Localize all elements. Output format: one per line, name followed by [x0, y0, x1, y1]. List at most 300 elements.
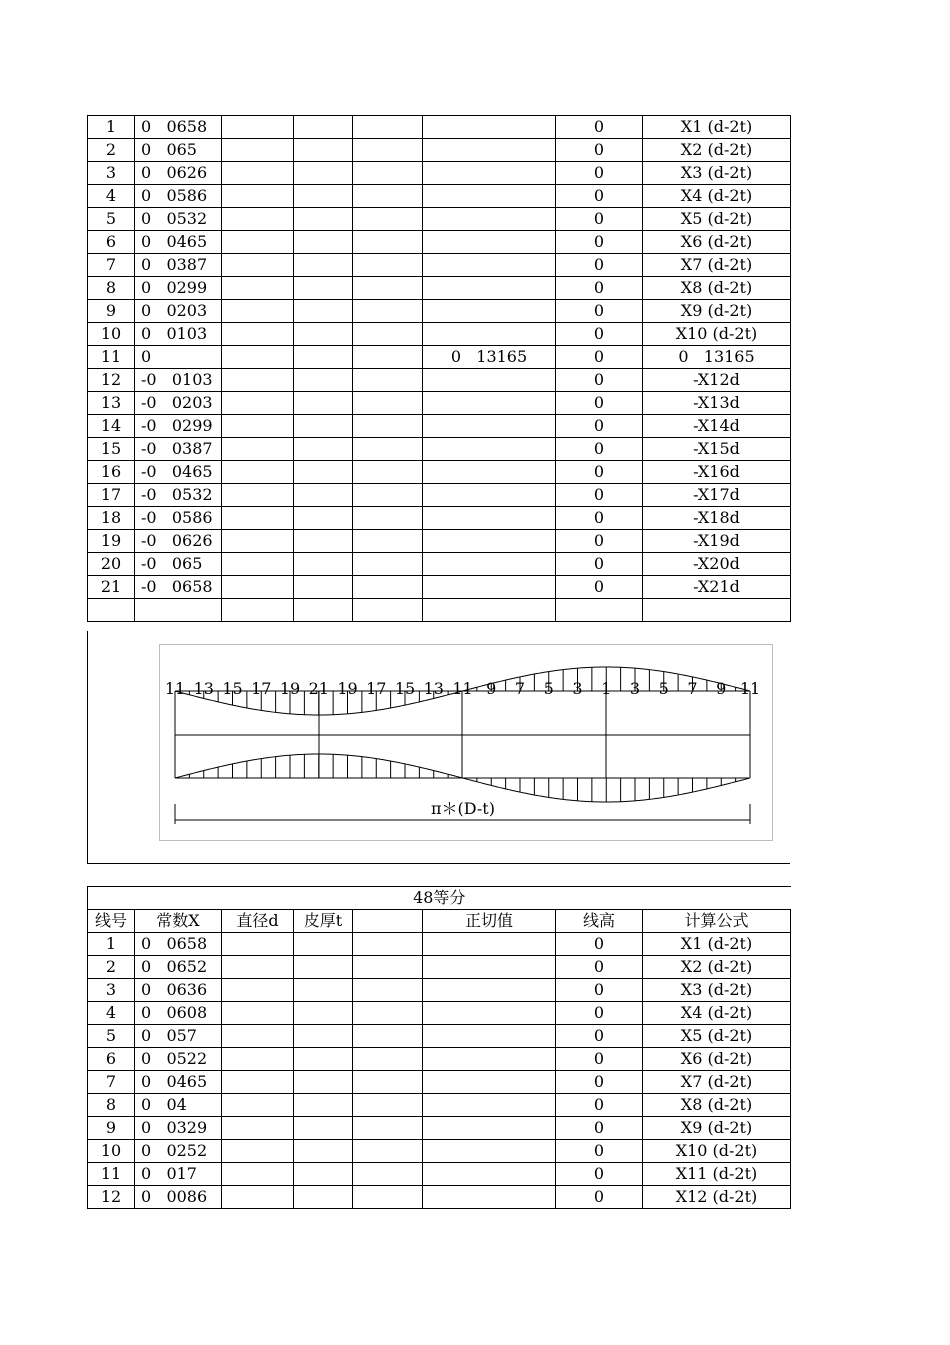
line-number-cell: 5	[88, 208, 135, 231]
table-row	[88, 438, 791, 461]
line-number-label: 7	[514, 679, 526, 698]
constant-x-cell: 0 0299	[135, 277, 222, 300]
blank-cell	[353, 530, 423, 553]
tangent-cell	[423, 933, 556, 956]
header-row	[88, 910, 791, 933]
tangent-cell	[423, 507, 556, 530]
blank-cell	[353, 933, 423, 956]
tangent-cell	[423, 1094, 556, 1117]
line-number-cell: 10	[88, 1140, 135, 1163]
header-f: 计算公式	[643, 910, 791, 933]
blank-cell	[353, 185, 423, 208]
line-number-cell: 3	[88, 979, 135, 1002]
header-n: 线号	[88, 910, 135, 933]
diameter-cell	[222, 300, 294, 323]
line-number-cell: 18	[88, 507, 135, 530]
line-height-cell: 0	[556, 933, 643, 956]
diameter-cell	[222, 956, 294, 979]
line-number-label: 1	[601, 679, 612, 698]
line-height-cell: 0	[556, 139, 643, 162]
line-number-cell: 11	[88, 1163, 135, 1186]
formula-cell: -X20d	[643, 553, 791, 576]
thickness-cell	[294, 576, 353, 599]
diameter-cell	[222, 346, 294, 369]
formula-cell: X1 (d-2t)	[643, 116, 791, 139]
diameter-cell	[222, 392, 294, 415]
constant-x-cell: -0 0387	[135, 438, 222, 461]
line-number-cell: 15	[88, 438, 135, 461]
thickness-cell	[294, 1071, 353, 1094]
line-number-cell: 3	[88, 162, 135, 185]
line-number-cell: 21	[88, 576, 135, 599]
formula-cell: X4 (d-2t)	[643, 185, 791, 208]
tangent-cell	[423, 162, 556, 185]
tangent-cell	[423, 461, 556, 484]
diameter-cell	[222, 1071, 294, 1094]
tangent-cell	[423, 185, 556, 208]
blank-cell	[353, 415, 423, 438]
thickness-cell	[294, 254, 353, 277]
line-number-cell: 6	[88, 231, 135, 254]
constant-x-cell: 0 0636	[135, 979, 222, 1002]
table-row	[88, 254, 791, 277]
formula-cell: X4 (d-2t)	[643, 1002, 791, 1025]
table-row	[88, 300, 791, 323]
thickness-cell	[294, 461, 353, 484]
blank-cell	[353, 461, 423, 484]
line-height-cell: 0	[556, 553, 643, 576]
thickness-cell	[294, 231, 353, 254]
line-number-label: 9	[486, 679, 497, 698]
formula-label: π＊(D-t)	[431, 799, 495, 818]
table-title: 48等分	[88, 887, 791, 910]
thickness-cell	[294, 1048, 353, 1071]
diameter-cell	[222, 185, 294, 208]
blank-cell	[353, 576, 423, 599]
tangent-cell	[423, 1186, 556, 1209]
line-height-cell: 0	[556, 415, 643, 438]
thickness-cell	[294, 346, 353, 369]
diameter-cell	[222, 1117, 294, 1140]
formula-cell: X8 (d-2t)	[643, 1094, 791, 1117]
constant-x-cell: 0 0658	[135, 933, 222, 956]
line-number-label: 11	[164, 679, 186, 698]
line-number-cell: 1	[88, 116, 135, 139]
line-number-label: 11	[452, 679, 473, 698]
line-height-cell: 0	[556, 277, 643, 300]
line-number-cell: 4	[88, 185, 135, 208]
table-row	[88, 415, 791, 438]
empty-cell	[222, 599, 294, 622]
formula-cell: X1 (d-2t)	[643, 933, 791, 956]
constant-x-cell: 0 065	[135, 139, 222, 162]
blank-cell	[353, 1186, 423, 1209]
constant-x-cell: 0 0658	[135, 116, 222, 139]
formula-cell: X7 (d-2t)	[643, 1071, 791, 1094]
formula-cell: -X18d	[643, 507, 791, 530]
thickness-cell	[294, 162, 353, 185]
constant-x-cell: -0 0103	[135, 369, 222, 392]
blank-cell	[353, 231, 423, 254]
blank-cell	[353, 392, 423, 415]
table-row	[88, 208, 791, 231]
table-row	[88, 507, 791, 530]
line-number-label: 19	[337, 679, 358, 698]
line-height-table-48	[87, 886, 791, 1209]
tangent-cell	[423, 1117, 556, 1140]
line-height-cell: 0	[556, 576, 643, 599]
blank-cell	[353, 507, 423, 530]
diameter-cell	[222, 139, 294, 162]
constant-x-cell: -0 0465	[135, 461, 222, 484]
constant-x-cell: -0 0299	[135, 415, 222, 438]
line-number-cell: 14	[88, 415, 135, 438]
header-blank	[353, 910, 423, 933]
line-number-cell: 16	[88, 461, 135, 484]
line-number-label: 19	[279, 679, 301, 698]
constant-x-cell: 0 0086	[135, 1186, 222, 1209]
tangent-cell	[423, 139, 556, 162]
diameter-cell	[222, 323, 294, 346]
header-tan: 正切值	[423, 910, 556, 933]
line-number-cell: 7	[88, 1071, 135, 1094]
blank-cell	[353, 956, 423, 979]
line-height-cell: 0	[556, 461, 643, 484]
table-row-empty	[88, 599, 791, 622]
header-x: 常数X	[135, 910, 222, 933]
header-d: 直径d	[222, 910, 294, 933]
formula-cell: -X14d	[643, 415, 791, 438]
diameter-cell	[222, 1140, 294, 1163]
line-number-label: 3	[629, 679, 641, 698]
blank-cell	[353, 1071, 423, 1094]
formula-cell: X6 (d-2t)	[643, 1048, 791, 1071]
tangent-cell: 0 13165	[423, 346, 556, 369]
thickness-cell	[294, 369, 353, 392]
tangent-cell	[423, 392, 556, 415]
diameter-cell	[222, 231, 294, 254]
formula-cell: 0 13165	[643, 346, 791, 369]
diameter-cell	[222, 277, 294, 300]
line-number-cell: 7	[88, 254, 135, 277]
table-row	[88, 323, 791, 346]
formula-cell: X11 (d-2t)	[643, 1163, 791, 1186]
formula-cell: X8 (d-2t)	[643, 277, 791, 300]
line-number-cell: 2	[88, 139, 135, 162]
thickness-cell	[294, 530, 353, 553]
blank-cell	[353, 979, 423, 1002]
table-row	[88, 553, 791, 576]
line-height-cell: 0	[556, 323, 643, 346]
empty-cell	[88, 599, 135, 622]
empty-cell	[556, 599, 643, 622]
thickness-cell	[294, 1117, 353, 1140]
formula-cell: -X17d	[643, 484, 791, 507]
formula-cell: -X21d	[643, 576, 791, 599]
line-number-cell: 4	[88, 1002, 135, 1025]
table-row	[88, 1002, 791, 1025]
tangent-cell	[423, 438, 556, 461]
tangent-cell	[423, 277, 556, 300]
constant-x-cell: -0 0658	[135, 576, 222, 599]
thickness-cell	[294, 438, 353, 461]
line-number-label: 11	[739, 679, 761, 698]
constant-x-cell: 0 0626	[135, 162, 222, 185]
tangent-cell	[423, 484, 556, 507]
line-height-cell: 0	[556, 1163, 643, 1186]
formula-cell: X9 (d-2t)	[643, 1117, 791, 1140]
line-number-cell: 2	[88, 956, 135, 979]
tangent-cell	[423, 1025, 556, 1048]
thickness-cell	[294, 933, 353, 956]
line-height-cell: 0	[556, 1117, 643, 1140]
blank-cell	[353, 254, 423, 277]
line-number-cell: 8	[88, 1094, 135, 1117]
line-number-cell: 9	[88, 1117, 135, 1140]
line-number-cell: 13	[88, 392, 135, 415]
constant-x-cell: 0 04	[135, 1094, 222, 1117]
table-row	[88, 1140, 791, 1163]
tangent-cell	[423, 553, 556, 576]
constant-x-cell: 0 057	[135, 1025, 222, 1048]
line-height-cell: 0	[556, 956, 643, 979]
thickness-cell	[294, 956, 353, 979]
table-row	[88, 162, 791, 185]
diameter-cell	[222, 1186, 294, 1209]
table-row	[88, 576, 791, 599]
constant-x-cell: 0 0252	[135, 1140, 222, 1163]
diameter-cell	[222, 576, 294, 599]
diameter-cell	[222, 507, 294, 530]
blank-cell	[353, 1117, 423, 1140]
constant-x-cell: -0 0586	[135, 507, 222, 530]
diameter-cell	[222, 1094, 294, 1117]
blank-cell	[353, 300, 423, 323]
thickness-cell	[294, 1186, 353, 1209]
line-number-label: 5	[658, 679, 669, 698]
constant-x-cell: 0 0586	[135, 185, 222, 208]
thickness-cell	[294, 208, 353, 231]
blank-cell	[353, 1048, 423, 1071]
formula-cell: X12 (d-2t)	[643, 1186, 791, 1209]
table-row	[88, 1025, 791, 1048]
header-t: 皮厚t	[294, 910, 353, 933]
tangent-cell	[423, 369, 556, 392]
formula-cell: -X12d	[643, 369, 791, 392]
tangent-cell	[423, 116, 556, 139]
line-number-cell: 6	[88, 1048, 135, 1071]
tangent-cell	[423, 576, 556, 599]
table-row	[88, 116, 791, 139]
table-row	[88, 346, 791, 369]
line-height-cell: 0	[556, 438, 643, 461]
line-height-cell: 0	[556, 1002, 643, 1025]
empty-cell	[353, 599, 423, 622]
line-number-label: 3	[572, 679, 583, 698]
line-number-cell: 5	[88, 1025, 135, 1048]
formula-cell: X3 (d-2t)	[643, 979, 791, 1002]
line-height-cell: 0	[556, 185, 643, 208]
constant-x-cell: 0	[135, 346, 222, 369]
unfolding-diagram	[159, 644, 773, 841]
table-row	[88, 933, 791, 956]
line-height-table-1	[87, 115, 791, 622]
header-h: 线高	[556, 910, 643, 933]
diameter-cell	[222, 415, 294, 438]
line-number-cell: 10	[88, 323, 135, 346]
table-row	[88, 139, 791, 162]
line-height-cell: 0	[556, 346, 643, 369]
diameter-cell	[222, 438, 294, 461]
table-row	[88, 1048, 791, 1071]
table-row	[88, 231, 791, 254]
constant-x-cell: -0 0203	[135, 392, 222, 415]
constant-x-cell: 0 0387	[135, 254, 222, 277]
line-height-cell: 0	[556, 979, 643, 1002]
line-number-label: 5	[543, 679, 554, 698]
constant-x-cell: 0 0608	[135, 1002, 222, 1025]
line-height-cell: 0	[556, 1025, 643, 1048]
blank-cell	[353, 208, 423, 231]
diameter-cell	[222, 254, 294, 277]
line-height-cell: 0	[556, 507, 643, 530]
line-height-cell: 0	[556, 162, 643, 185]
diameter-cell	[222, 933, 294, 956]
tangent-cell	[423, 300, 556, 323]
constant-x-cell: 0 0652	[135, 956, 222, 979]
formula-cell: X2 (d-2t)	[643, 956, 791, 979]
thickness-cell	[294, 979, 353, 1002]
constant-x-cell: -0 065	[135, 553, 222, 576]
tangent-cell	[423, 1071, 556, 1094]
constant-x-cell: 0 017	[135, 1163, 222, 1186]
line-number-cell: 12	[88, 369, 135, 392]
thickness-cell	[294, 277, 353, 300]
thickness-cell	[294, 300, 353, 323]
blank-cell	[353, 139, 423, 162]
tangent-cell	[423, 956, 556, 979]
table-row	[88, 484, 791, 507]
thickness-cell	[294, 1163, 353, 1186]
formula-cell: X7 (d-2t)	[643, 254, 791, 277]
table-row	[88, 530, 791, 553]
blank-cell	[353, 116, 423, 139]
empty-cell	[423, 599, 556, 622]
line-height-cell: 0	[556, 1140, 643, 1163]
blank-cell	[353, 346, 423, 369]
table-row	[88, 956, 791, 979]
tangent-cell	[423, 323, 556, 346]
table-row	[88, 1117, 791, 1140]
blank-cell	[353, 277, 423, 300]
blank-cell	[353, 1094, 423, 1117]
line-number-label: 17	[251, 679, 272, 698]
thickness-cell	[294, 1140, 353, 1163]
formula-cell: -X15d	[643, 438, 791, 461]
empty-cell	[643, 599, 791, 622]
blank-cell	[353, 1002, 423, 1025]
blank-cell	[353, 162, 423, 185]
formula-cell: X5 (d-2t)	[643, 1025, 791, 1048]
table-row	[88, 1094, 791, 1117]
table-row	[88, 392, 791, 415]
line-number-label: 7	[687, 679, 698, 698]
line-number-cell: 1	[88, 933, 135, 956]
line-height-cell: 0	[556, 208, 643, 231]
line-height-cell: 0	[556, 1071, 643, 1094]
tangent-cell	[423, 1163, 556, 1186]
formula-cell: -X19d	[643, 530, 791, 553]
tangent-cell	[423, 1002, 556, 1025]
tangent-cell	[423, 231, 556, 254]
line-number-cell: 17	[88, 484, 135, 507]
constant-x-cell: 0 0532	[135, 208, 222, 231]
line-number-label: 17	[366, 679, 387, 698]
blank-cell	[353, 553, 423, 576]
constant-x-cell: -0 0532	[135, 484, 222, 507]
thickness-cell	[294, 392, 353, 415]
thickness-cell	[294, 116, 353, 139]
blank-cell	[353, 323, 423, 346]
blank-cell	[353, 1025, 423, 1048]
constant-x-cell: 0 0522	[135, 1048, 222, 1071]
table-row	[88, 185, 791, 208]
diameter-cell	[222, 1048, 294, 1071]
table-row	[88, 461, 791, 484]
line-height-cell: 0	[556, 116, 643, 139]
tangent-cell	[423, 1048, 556, 1071]
table-row	[88, 277, 791, 300]
table-row	[88, 369, 791, 392]
blank-cell	[353, 438, 423, 461]
tangent-cell	[423, 415, 556, 438]
formula-cell: X10 (d-2t)	[643, 323, 791, 346]
diameter-cell	[222, 530, 294, 553]
line-number-label: 9	[716, 679, 727, 698]
line-height-cell: 0	[556, 231, 643, 254]
diameter-cell	[222, 461, 294, 484]
line-number-label: 13	[423, 679, 444, 698]
formula-cell: X6 (d-2t)	[643, 231, 791, 254]
line-height-cell: 0	[556, 369, 643, 392]
diameter-cell	[222, 484, 294, 507]
diameter-cell	[222, 162, 294, 185]
tangent-cell	[423, 979, 556, 1002]
diameter-cell	[222, 208, 294, 231]
thickness-cell	[294, 139, 353, 162]
line-height-cell: 0	[556, 254, 643, 277]
line-height-cell: 0	[556, 1094, 643, 1117]
thickness-cell	[294, 1002, 353, 1025]
blank-cell	[353, 1163, 423, 1186]
empty-cell	[135, 599, 222, 622]
line-number-label: 15	[394, 679, 416, 698]
line-height-cell: 0	[556, 1048, 643, 1071]
formula-cell: -X13d	[643, 392, 791, 415]
line-number-cell: 19	[88, 530, 135, 553]
line-height-cell: 0	[556, 484, 643, 507]
formula-cell: X2 (d-2t)	[643, 139, 791, 162]
thickness-cell	[294, 415, 353, 438]
line-height-cell: 0	[556, 392, 643, 415]
formula-cell: X9 (d-2t)	[643, 300, 791, 323]
tangent-cell	[423, 1140, 556, 1163]
diameter-cell	[222, 553, 294, 576]
thickness-cell	[294, 185, 353, 208]
formula-cell: X10 (d-2t)	[643, 1140, 791, 1163]
line-height-cell: 0	[556, 530, 643, 553]
line-number-label: 21	[308, 679, 329, 698]
